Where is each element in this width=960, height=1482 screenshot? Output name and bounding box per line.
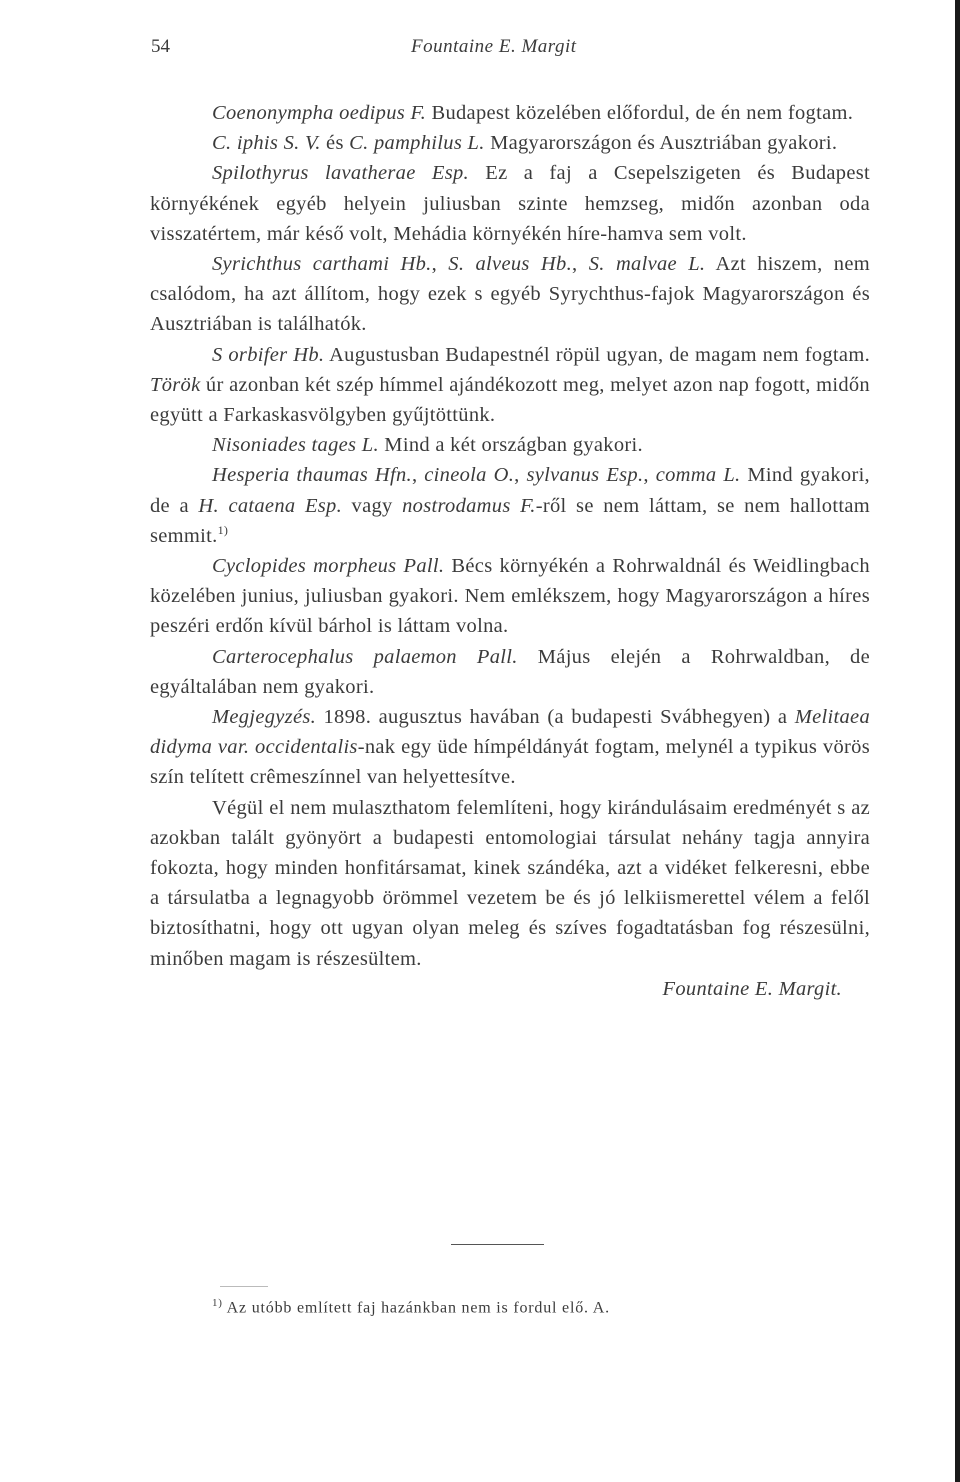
- paragraph: Syrichthus carthami Hb., S. alveus Hb., S. malvae L. Azt hiszem, nem csalódom, ha azt állítom, hogy ezek s egyéb Syrychthus-fajok Magyarországon és Ausztriában is találhatók.: [150, 253, 870, 336]
- footnote-divider: [220, 1286, 268, 1287]
- species-name: comma L.: [655, 464, 741, 487]
- species-name: sylvanus Esp.: [526, 464, 644, 487]
- page-edge-shadow: [955, 0, 960, 1482]
- species-name: Coenonympha oedipus F.: [212, 102, 427, 124]
- section-divider: [451, 1244, 544, 1245]
- running-title: Fountaine E. Margit: [411, 36, 577, 57]
- paragraph: Coenonympha oedipus F. Budapest közelében előfordul, de én nem fogtam.: [212, 102, 854, 124]
- footnote-text: Az utóbb említett faj hazánkban nem is fordul elő. A.: [222, 1299, 610, 1317]
- paragraph: Carterocephalus palaemon Pall. Május elején a Rohrwaldban, de egyáltalában nem gyakori.: [150, 645, 871, 698]
- species-name: C. pamphilus L.: [349, 132, 485, 155]
- species-name: nostrodamus F.: [402, 494, 536, 517]
- species-name: Syrichthus carthami Hb.: [212, 253, 432, 276]
- closing-paragraph: Végül el nem mulaszthatom felemlíteni, hogy kirándulásaim eredményét s az azokban talált gyönyört a budapesti entomologiai társulat nehány tagja annyira fokozta, hogy minden honfitársamat, kinek szándéka, azt a vidéket felkeresni, ebbe a társulatba a legnagyobb örömmel vezetem be és jó lelkiismerettel vélem a felől biztosíthatni, hogy ott ugyan olyan meleg és szíves fogadtatásban fog részesülni, minőben magam is részesültem.: [150, 796, 870, 970]
- footnote: [212, 1297, 610, 1317]
- note-label: Megjegyzés.: [212, 706, 317, 729]
- paragraph: S orbifer Hb. Augustusban Budapestnél röpül ugyan, de magam nem fogtam. Török úr azonban két szép hímmel ajándékozott meg, melyet azon nap fogott, midőn együtt a Farkaskasvölgyben gyűjtöttünk.: [150, 343, 870, 427]
- body-text: [150, 98, 870, 1004]
- species-name: S orbifer Hb.: [212, 343, 325, 366]
- species-name: Nisoniades tages L.: [212, 434, 379, 457]
- page-number: 54: [151, 36, 170, 57]
- paragraph: Megjegyzés. 1898. augusztus havában (a budapesti Svábhegyen) a Melitaea didyma var. occidentalis-nak egy üde hímpéldányát fogtam, melynél a typikus vörös szín telített crêmeszínnel van helyettesítve.: [150, 706, 870, 789]
- species-name: Cyclopides morpheus Pall.: [212, 555, 445, 578]
- paragraph: C. iphis S. V. és C. pamphilus L. Magyarországon és Ausztriában gyakori.: [212, 132, 838, 155]
- footnote-mark: 1): [212, 1297, 223, 1309]
- species-name: Carterocephalus palaemon Pall.: [212, 645, 518, 668]
- person-name: Török: [150, 373, 201, 396]
- species-name: H. cataena Esp.: [198, 494, 343, 517]
- species-name: cineola O.: [424, 464, 515, 487]
- paragraph: Hesperia thaumas Hfn., cineola O., sylvanus Esp., comma L. Mind gyakori, de a H. cataena Esp. vagy nostrodamus F.-ről se nem láttam, se nem hallottam semmit.$^{1)}$: [150, 464, 870, 547]
- paragraph: Spilothyrus lavatherae Esp. Ez a faj a Csepelszigeten és Budapest környékének egyéb helyein juliusban szinte hemzseg, midőn azonban oda visszatértem, már késő volt, Mehádia környékén híre-hamva sem volt.: [150, 162, 870, 245]
- paragraph: Nisoniades tages L. Mind a két országban gyakori.: [212, 434, 643, 457]
- species-name: S. alveus Hb.: [448, 253, 573, 276]
- species-name: C. iphis S. V.: [212, 132, 321, 155]
- footnote-reference: 1): [217, 523, 229, 538]
- species-name: Spilothyrus lavatherae Esp.: [212, 162, 469, 185]
- species-name: Melitaea didyma var. occidentalis: [150, 706, 870, 759]
- species-name: S. malvae L.: [588, 253, 706, 276]
- species-name: Hesperia thaumas Hfn.: [212, 464, 412, 487]
- author-signature: Fountaine E. Margit.: [662, 977, 842, 1000]
- paragraph: Cyclopides morpheus Pall. Bécs környékén a Rohrwaldnál és Weidlingbach közelében junius, juliusban gyakori. Nem emlékszem, hogy Magyarországon a híres peszéri erdőn kívül bárhol is láttam volna.: [150, 555, 870, 638]
